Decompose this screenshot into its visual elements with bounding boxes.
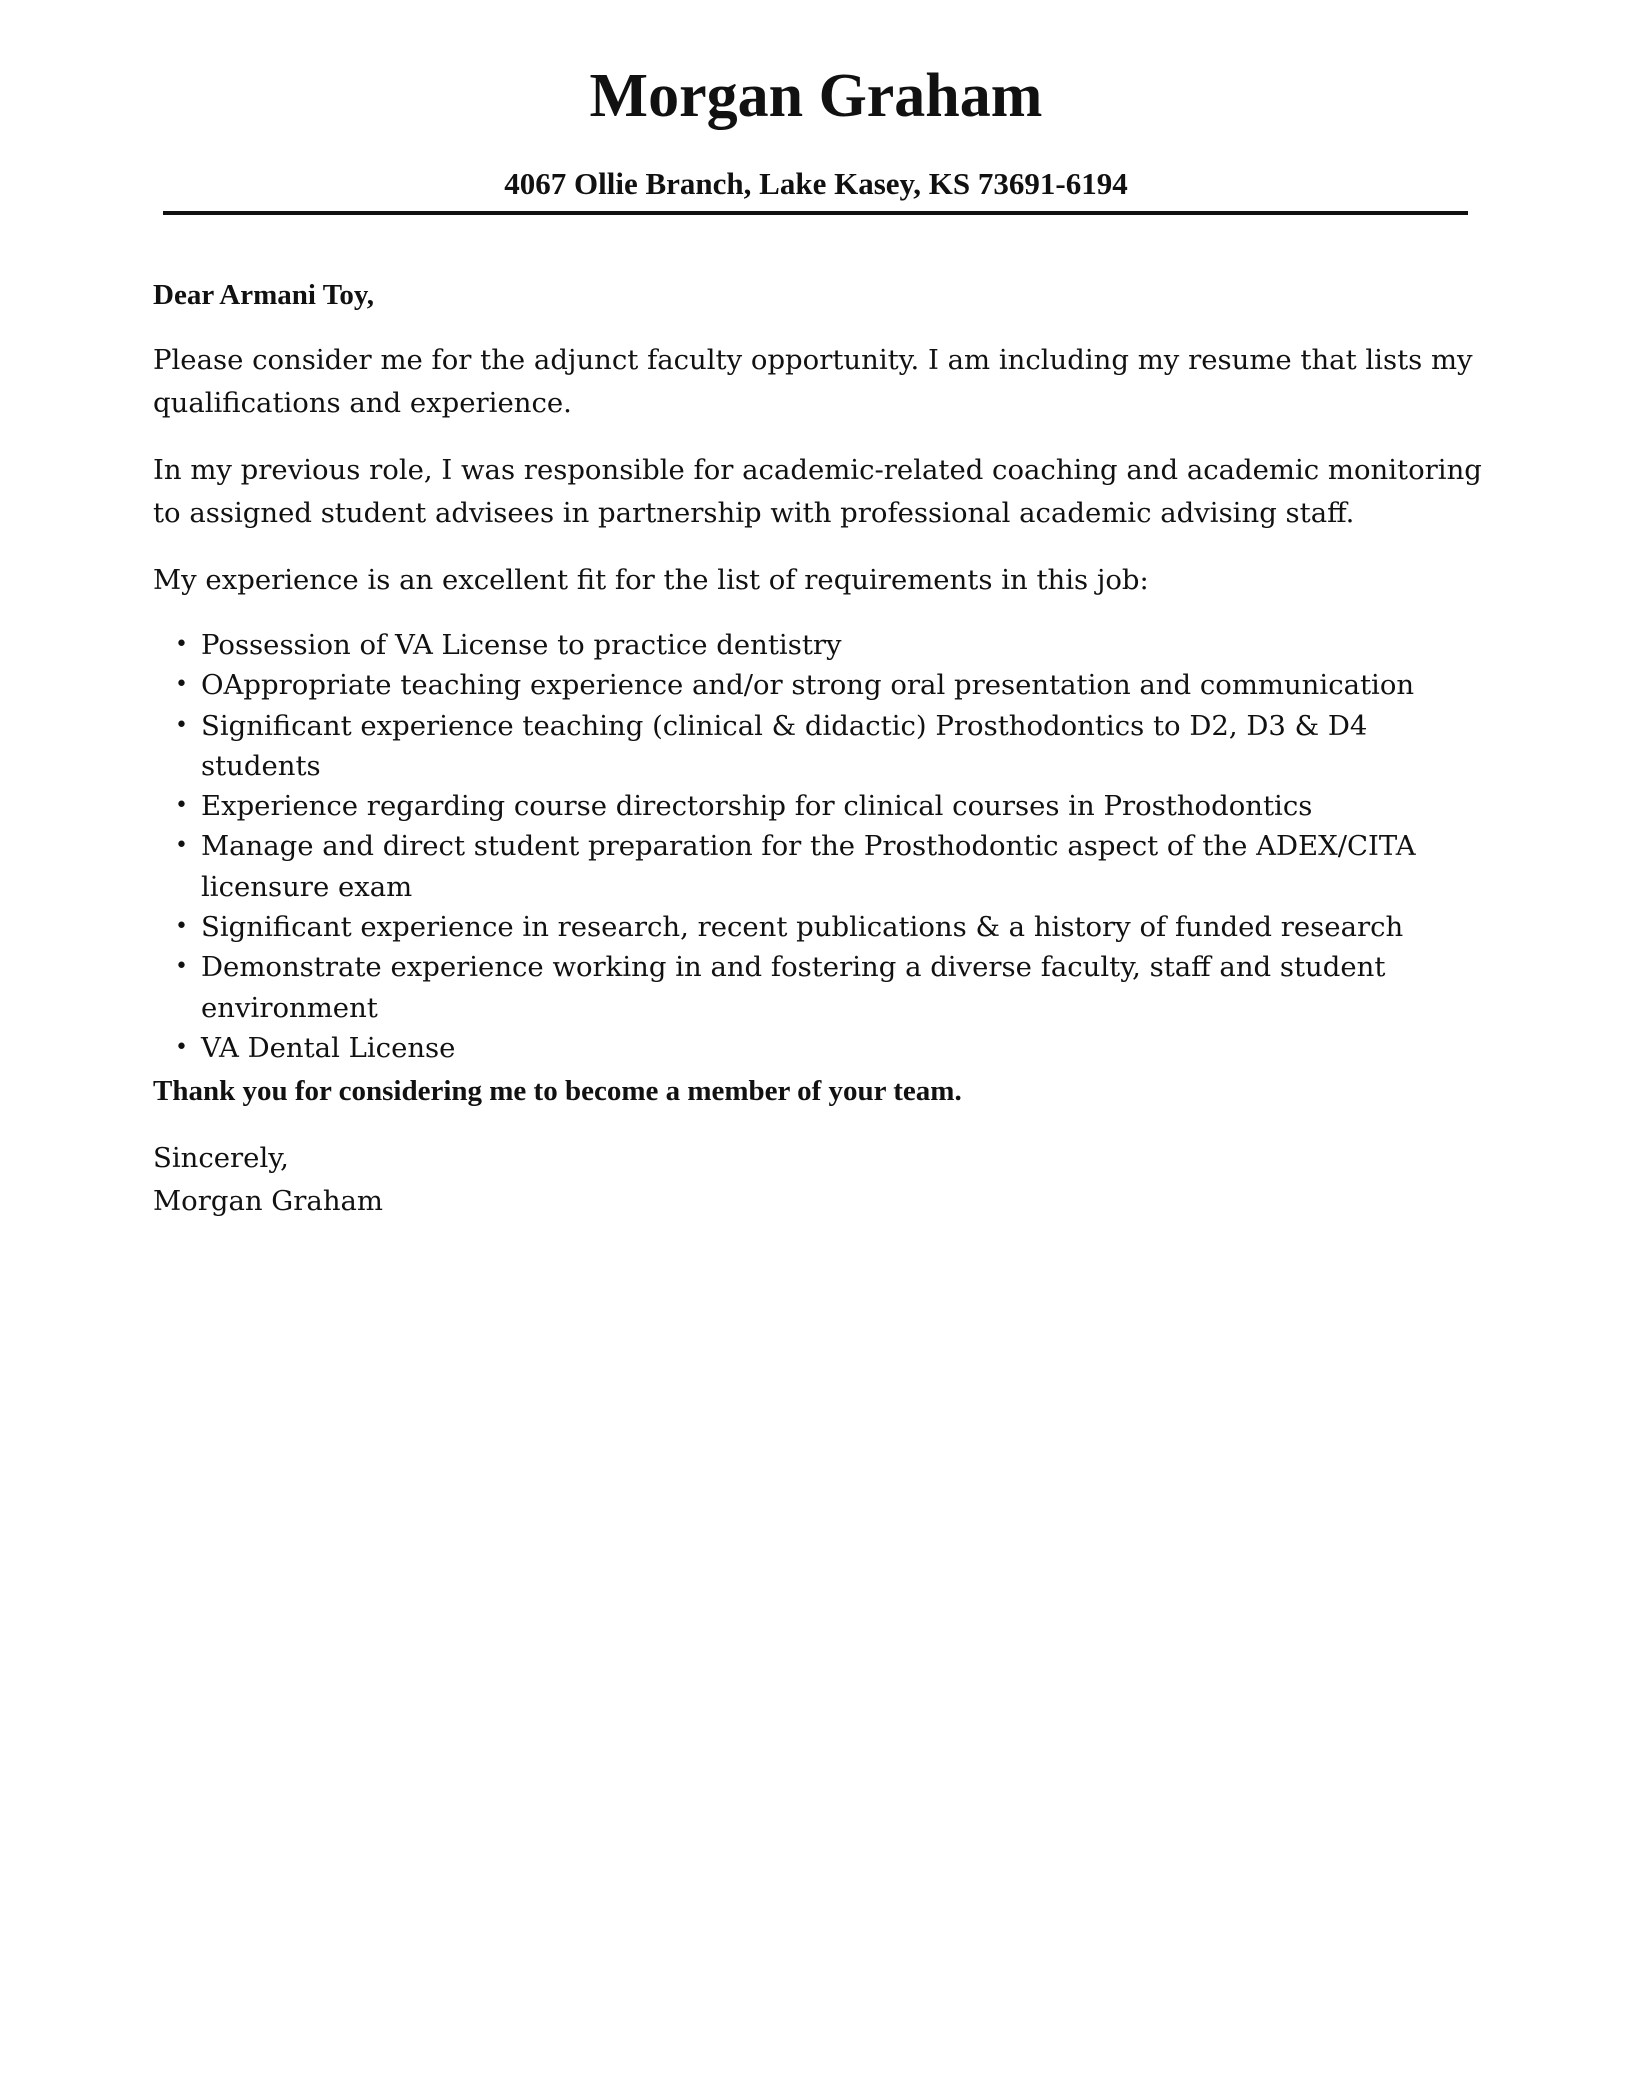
list-item <box>153 907 1483 947</box>
requirement-text: Possession of VA License to practice dentistry <box>201 629 842 661</box>
bullet-icon: • <box>175 712 188 738</box>
requirement-text: OAppropriate teaching experience and/or strong oral presentation and communication <box>201 669 1415 702</box>
requirement-text: Significant experience teaching (clinical & didactic) Prosthodontics to D2, D3 & D4 students <box>201 709 1368 782</box>
sender-name: Morgan Graham <box>589 62 1043 130</box>
list-item <box>153 1028 1483 1068</box>
list-item <box>153 665 1483 705</box>
signoff: Sincerely, <box>153 1142 289 1174</box>
requirement-text: Experience regarding course directorship for clinical courses in Prosthodontics <box>201 790 1313 823</box>
signature-name: Morgan Graham <box>153 1185 384 1217</box>
requirement-text: Manage and direct student preparation for the Prosthodontic aspect of the ADEX/CITA licensure exam <box>201 830 1416 903</box>
experience-paragraph: In my previous role, I was responsible for academic-related coaching and academic monitoring to assigned student advisees in partnership with professional academic advising staff. <box>153 454 1482 529</box>
list-item <box>153 947 1483 1028</box>
requirement-text: Significant experience in research, recent publications & a history of funded research <box>201 911 1404 944</box>
bullet-icon: • <box>175 914 188 940</box>
intro-paragraph: Please consider me for the adjunct faculty opportunity. I am including my resume that lists my qualifications and experience. <box>153 344 1473 419</box>
bullet-icon: • <box>175 833 188 859</box>
salutation: Dear Armani Toy, <box>153 279 375 311</box>
list-item <box>153 625 1483 665</box>
list-item <box>153 826 1483 907</box>
bullet-icon: • <box>175 672 188 698</box>
bullet-icon: • <box>175 954 188 980</box>
signoff-block <box>153 1137 383 1223</box>
requirements-list <box>153 625 1483 1068</box>
closing-statement: Thank you for considering me to become a member of your team. <box>153 1075 962 1107</box>
header-divider <box>163 211 1468 215</box>
requirements-intro: My experience is an excellent fit for the list of requirements in this job: <box>153 564 1149 596</box>
bullet-icon: • <box>175 1034 188 1060</box>
bullet-icon: • <box>175 793 188 819</box>
bullet-icon: • <box>175 632 188 657</box>
requirement-text: VA Dental License <box>201 1031 456 1064</box>
requirement-text: Demonstrate experience working in and fostering a diverse faculty, staff and student environment <box>201 951 1386 1024</box>
list-item <box>153 786 1483 826</box>
sender-address: 4067 Ollie Branch, Lake Kasey, KS 73691-6194 <box>504 166 1128 201</box>
list-item <box>153 706 1483 787</box>
